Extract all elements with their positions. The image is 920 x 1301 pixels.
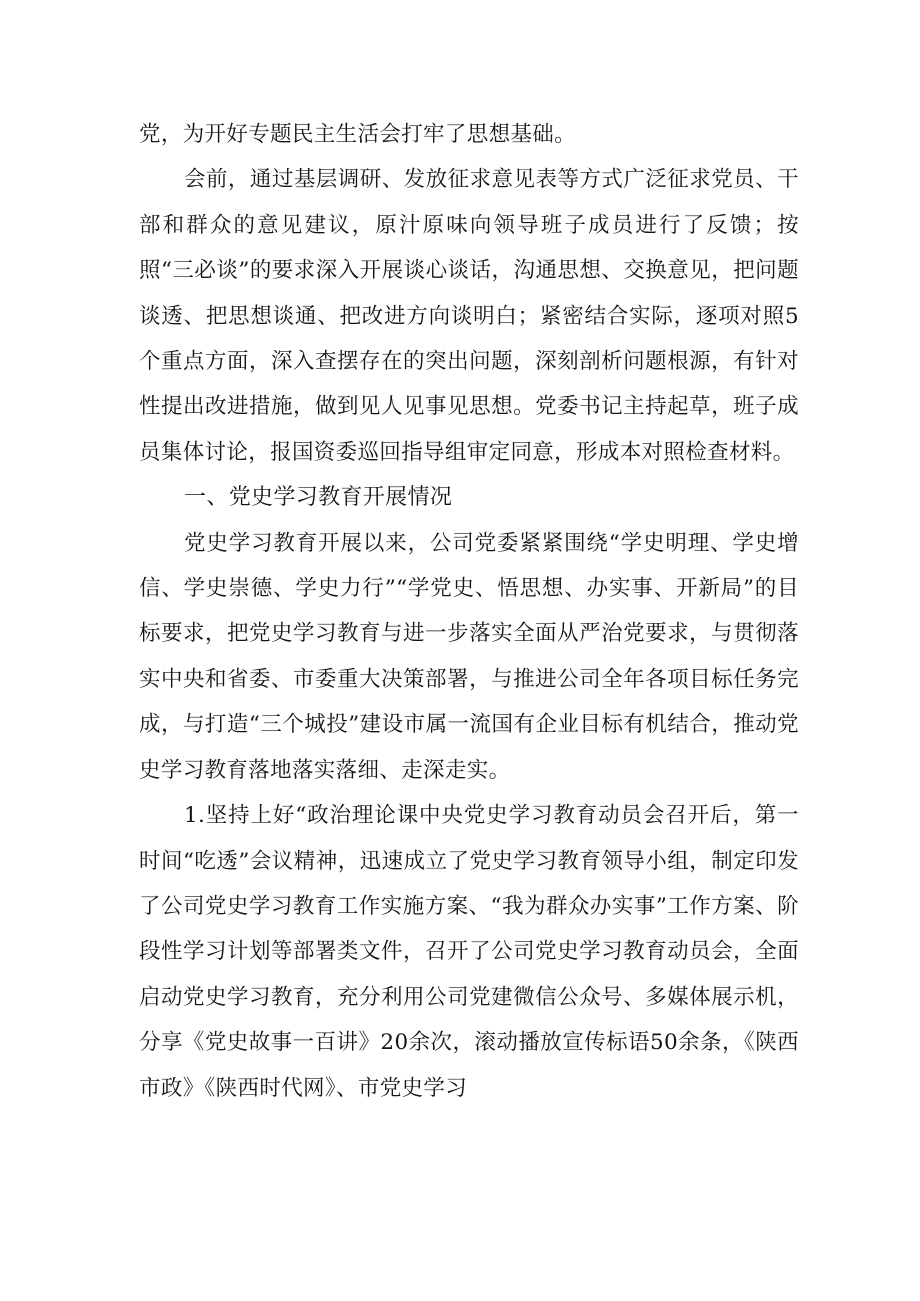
paragraph-continuation: 党，为开好专题民主生活会打牢了思想基础。	[139, 122, 577, 147]
paragraph-preparation: 会前，通过基层调研、发放征求意见表等方式广泛征求党员、干部和群众的意见建议，原汁原味向领导班子成员进行了反馈；按照“三必谈”的要求深入开展谈心谈话，沟通思想、交换意见，把问题谈透、把思想谈通、把改进方向谈明白；紧密结合实际，逐项对照5个重点方面，深入查摆存在的突出问题，深刻剖析问题根源，有针对性提出改进措施，做到见人见事见思想。党委书记主持起草，班子成员集体讨论，报国资委巡回指导组审定同意，形成本对照检查材料。	[139, 167, 799, 465]
paragraph-overview: 党史学习教育开展以来，公司党委紧紧围绕“学史明理、学史增信、学史崇德、学史力行”“学党史、悟思想、办实事、开新局”的目标要求，把党史学习教育与进一步落实全面从严治党要求，与贯彻落实中央和省委、市委重大决策部署，与推进公司全年各项目标任务完成，与打造“三个城投”建设市属一流国有企业目标有机结合，推动党史学习教育落地落实落细、走深走实。	[139, 530, 799, 783]
document-body	[139, 112, 799, 1111]
section-heading: 一、党史学习教育开展情况	[184, 485, 453, 511]
paragraph-item-1: 1.坚持上好“政治理论课中央党史学习教育动员会召开后，第一时间“吃透”会议精神，迅速成立了党史学习教育领导小组，制定印发了公司党史学习教育工作实施方案、“我为群众办实事”工作方案、阶段性学习计划等部署类文件，召开了公司党史学习教育动员会，全面启动党史学习教育，充分利用公司党建微信公众号、多媒体展示机，分享《党史故事一百讲》20余次，滚动播放宣传标语50余条，《陕西市政》《陕西时代网》、市党史学习	[139, 803, 799, 1101]
